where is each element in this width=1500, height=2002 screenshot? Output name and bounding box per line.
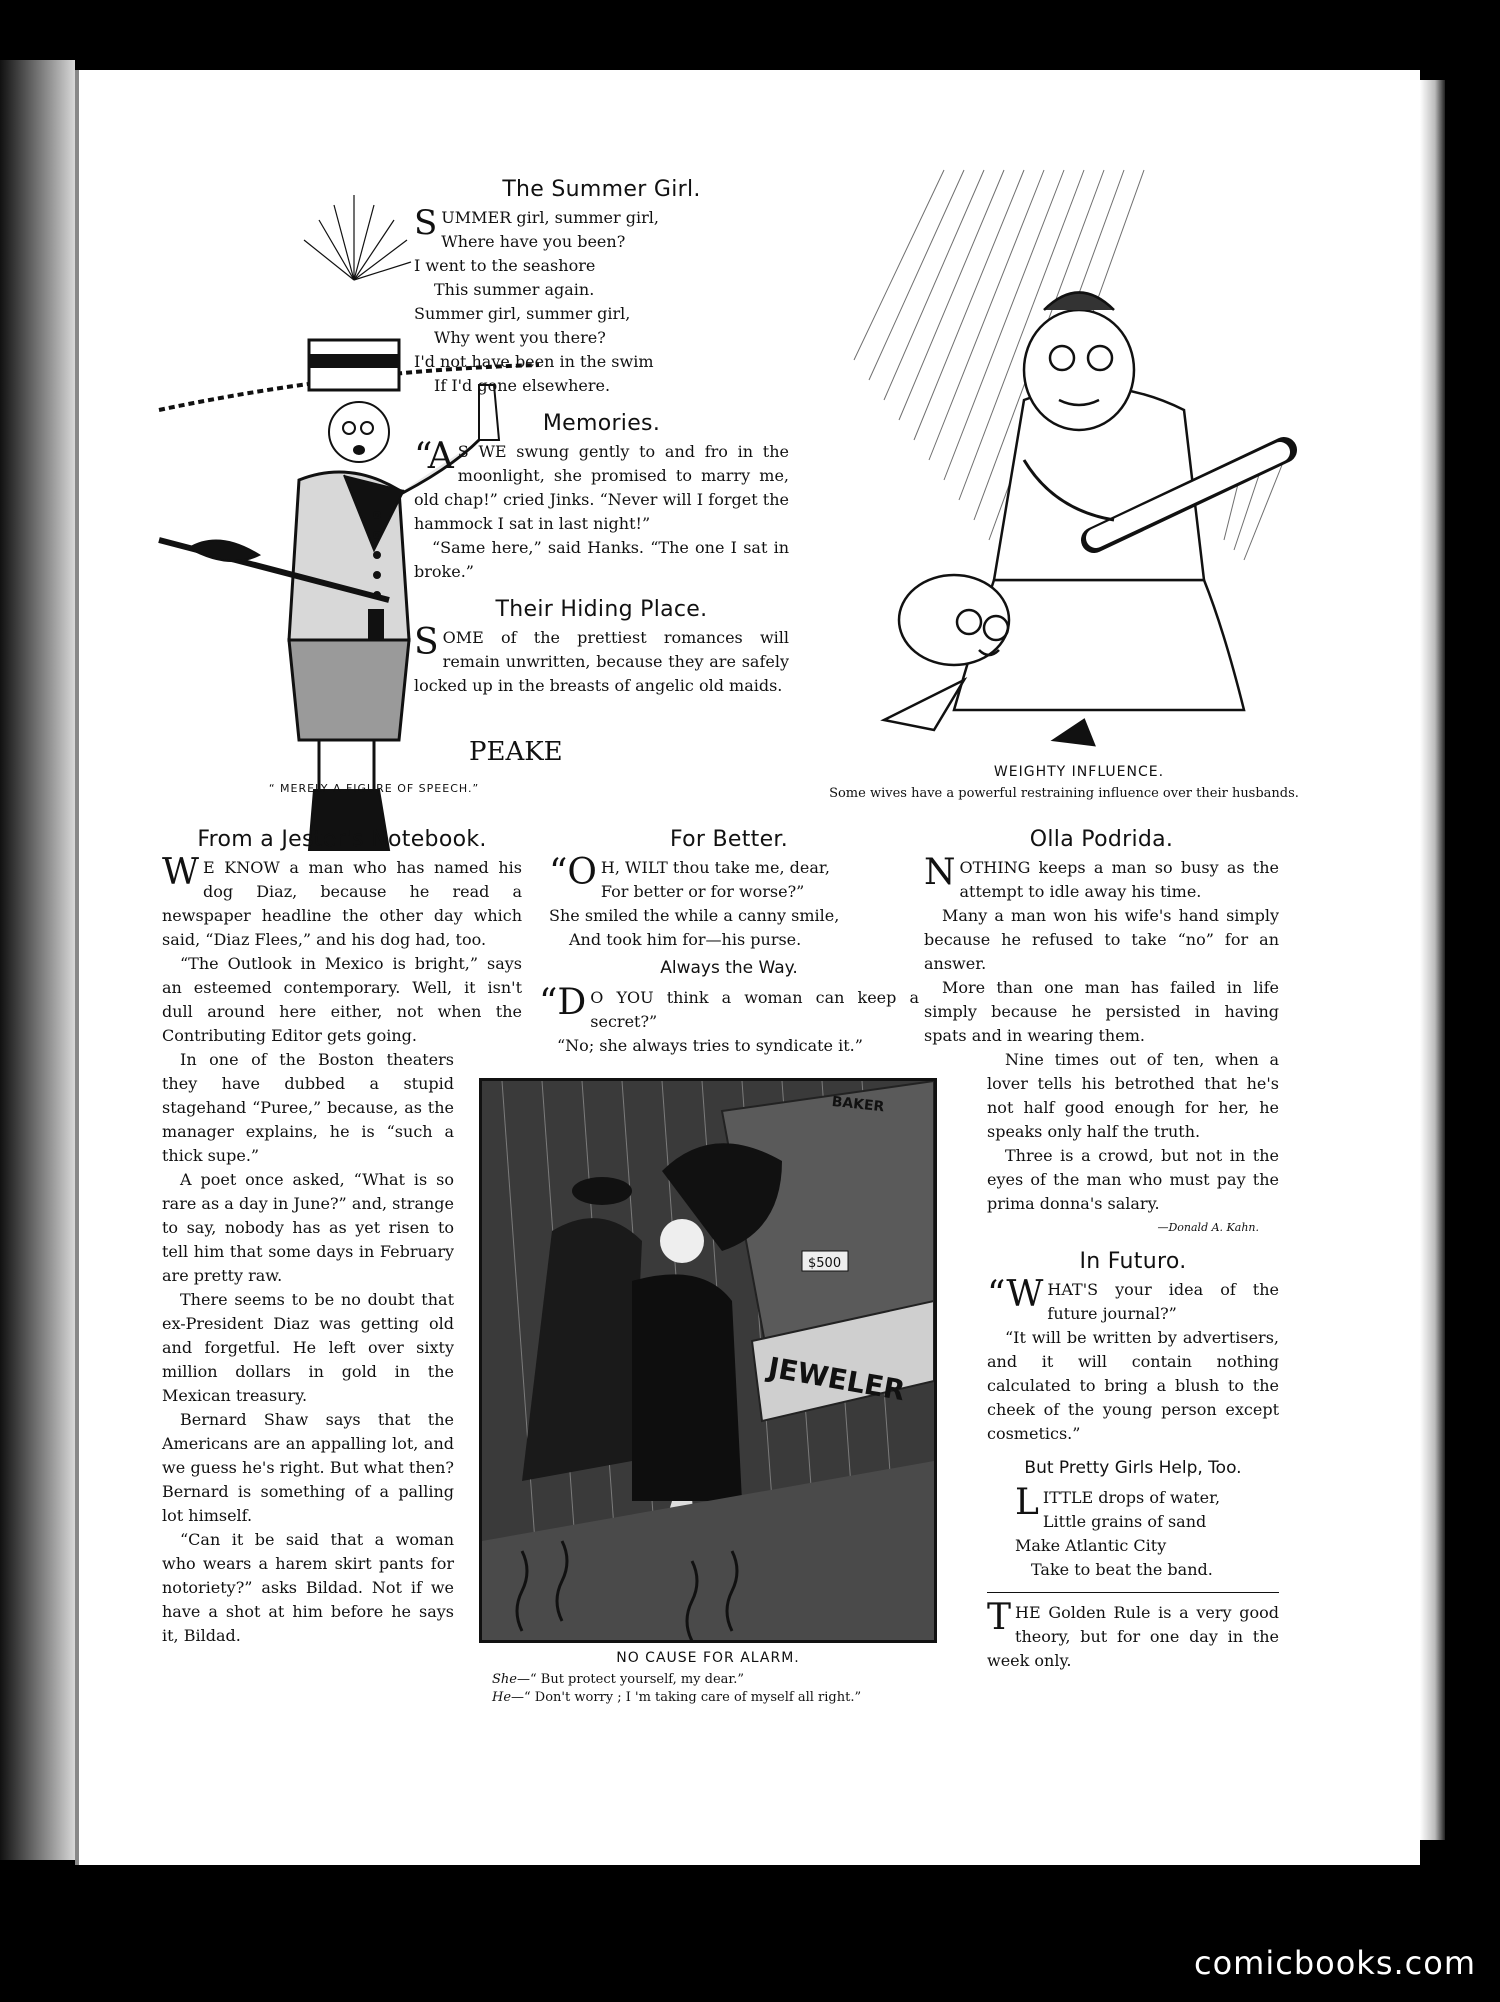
always-the-way-title: Always the Way.	[660, 958, 798, 978]
pretty-girls-title: But Pretty Girls Help, Too.	[1024, 1458, 1242, 1478]
poem-line: For better or for worse?”	[600, 882, 805, 901]
poem-line: Little grains of sand	[1042, 1512, 1207, 1531]
always-the-way-question: “D O YOU think a woman can keep a secret?”	[539, 982, 919, 1031]
jester-title: From a Jester's Notebook.	[197, 827, 487, 852]
center-middle-column	[539, 828, 919, 1058]
olla-signature: —Donald A. Kahn.	[1157, 1221, 1259, 1234]
summer-girl-poem	[414, 203, 789, 398]
olla-podrida-title: Olla Podrida.	[1029, 827, 1174, 852]
in-futuro-title: In Futuro.	[1079, 1249, 1187, 1274]
she-dialogue: She—“ But protect yourself, my dear.”	[492, 1672, 744, 1687]
olla-paragraph: Nine times out of ten, when a lover tells his betrothed that he's not half good enough for her, he speaks only half the truth.	[987, 1050, 1279, 1141]
poem-line: If I'd gone elsewhere.	[434, 376, 611, 395]
pretty-girls-dropcap: L	[1015, 1482, 1039, 1523]
magazine-page	[75, 70, 1420, 1865]
poem-line: This summer again.	[434, 280, 595, 299]
memories-paragraph-2: “Same here,” said Hanks. “The one I sat in broke.”	[414, 538, 789, 581]
poem-line: ITTLE drops of water,	[1042, 1488, 1221, 1507]
jester-paragraph: In one of the Boston theaters they have dubbed a stupid stagehand “Puree,” because, as the manager explains, he is “such a thick supe.”	[162, 1050, 454, 1165]
poem-line: She smiled the while a canny smile,	[549, 906, 840, 925]
jeweler-sign: JEWELER	[765, 1350, 908, 1408]
memories-dropcap: “A	[414, 436, 454, 477]
olla-paragraph: NOTHING keeps a man so busy as the attempt to idle away his time.	[924, 852, 1279, 901]
in-futuro-dropcap: “W	[987, 1274, 1044, 1315]
weighty-influence-illustration	[824, 160, 1364, 760]
olla-paragraph: Many a man won his wife's hand simply because he refused to take “no” for an answer.	[924, 906, 1279, 973]
hiding-place-title: Their Hiding Place.	[495, 597, 708, 622]
book-spine-left	[0, 60, 75, 1860]
weighty-influence-subcaption: Some wives have a powerful restraining influence over their husbands.	[829, 786, 1299, 801]
always-the-way-answer: “No; she always tries to syndicate it.”	[557, 1036, 863, 1055]
center-top-column	[414, 178, 789, 698]
jester-dropcap: W	[162, 852, 200, 893]
poem-line: Why went you there?	[434, 328, 606, 347]
poem-line: And took him for—his purse.	[569, 930, 802, 949]
jester-paragraph: Bernard Shaw says that the Americans are an appalling lot, and we guess he's right. But what then? Bernard is something of a palling lot himself.	[162, 1410, 454, 1525]
golden-rule-dropcap: T	[987, 1597, 1012, 1638]
memories-title: Memories.	[542, 411, 661, 436]
jester-paragraph: A poet once asked, “What is so rare as a day in June?” and, strange to say, nobody has as yet risen to tell him that some days in February are pretty raw.	[162, 1170, 454, 1285]
in-futuro-answer: “It will be written by advertisers, and it will contain nothing calculated to bring a blush to the cheek of the young person except cosmetics.”	[987, 1328, 1279, 1443]
poem-line: I went to the seashore	[414, 256, 596, 275]
poem-line: Take to beat the band.	[1031, 1560, 1213, 1579]
olla-paragraph: More than one man has failed in life simply because he persisted in having spats and in wearing them.	[924, 978, 1279, 1045]
jester-paragraph: W E KNOW a man who has named his dog Diaz, because he read a newspaper headline the other day which said, “Diaz Flees,” and his dog had, too.	[162, 852, 522, 949]
no-cause-caption: NO CAUSE FOR ALARM.	[616, 1650, 800, 1666]
wife-sitting-on-husband-drawing	[824, 160, 1364, 760]
memories-paragraph: “A S WE swung gently to and fro in the moonlight, she promised to marry me, old chap!” cried Jinks. “Never will I forget the hammock I sat in last night!”	[414, 436, 789, 533]
right-narrow-block	[987, 1048, 1279, 1673]
he-dialogue: He—“ Don't worry ; I 'm taking care of myself all right.”	[492, 1690, 862, 1705]
poem-line: Make Atlantic City	[1015, 1536, 1167, 1555]
in-futuro-question: “WHAT'S your idea of the future journal?”	[987, 1274, 1279, 1323]
olla-paragraph: Three is a crowd, but not in the eyes of the man who must pay the prima donna's salary.	[987, 1146, 1279, 1213]
poem-line: I'd not have been in the swim	[414, 352, 654, 371]
baker-signature: BAKER	[830, 1093, 885, 1116]
hiding-place-dropcap: S	[414, 622, 439, 663]
poem-line: Summer girl, summer girl,	[414, 304, 631, 323]
for-better-title: For Better.	[669, 827, 789, 852]
for-better-poem	[539, 852, 919, 952]
book-edge-right	[1420, 80, 1445, 1840]
jester-paragraph: “Can it be said that a woman who wears a harem skirt pants for notoriety?” asks Bildad. Not if we have a shot at him before he says it, Bildad.	[162, 1530, 454, 1645]
jester-narrow-block	[162, 1048, 454, 1648]
olla-dropcap: N	[924, 852, 956, 893]
hiding-place-paragraph: SOME of the prettiest romances will remain unwritten, because they are safely locked up in the breasts of angelic old maids.	[414, 622, 789, 695]
weighty-influence-caption: WEIGHTY INFLUENCE.	[993, 764, 1165, 780]
site-watermark: comicbooks.com	[1193, 1944, 1476, 1982]
poem-line: H, WILT thou take me, dear,	[600, 858, 830, 877]
right-column	[924, 828, 1279, 1673]
peake-signature: PEAKE	[469, 737, 563, 767]
price-tag-text: $500	[808, 1256, 842, 1271]
summer-girl-title: The Summer Girl.	[502, 177, 701, 202]
pretty-girls-poem	[987, 1482, 1279, 1582]
jester-paragraph: “The Outlook in Mexico is bright,” says an esteemed contemporary. Well, it isn't dull around here either, not when the Contributing Editor gets going.	[162, 954, 522, 1045]
poem-line: Where have you been?	[441, 232, 626, 251]
couple-in-rain-drawing	[482, 1081, 934, 1640]
jester-notebook-column	[162, 828, 522, 1648]
section-divider	[987, 1592, 1279, 1593]
golden-rule-paragraph: THE Golden Rule is a very good theory, but for one day in the week only.	[987, 1597, 1279, 1670]
summer-girl-dropcap: S	[414, 203, 438, 243]
jester-paragraph: There seems to be no doubt that ex-President Diaz was getting old and forgetful. He left over sixty million dollars in gold in the Mexican treasury.	[162, 1290, 454, 1405]
no-cause-for-alarm-cartoon	[479, 1078, 937, 1643]
figure-of-speech-caption: “ MERELY A FIGURE OF SPEECH.”	[268, 782, 480, 795]
for-better-dropcap: “O	[549, 852, 597, 893]
always-the-way-dropcap: “D	[539, 982, 587, 1023]
poem-line: UMMER girl, summer girl,	[441, 208, 659, 227]
